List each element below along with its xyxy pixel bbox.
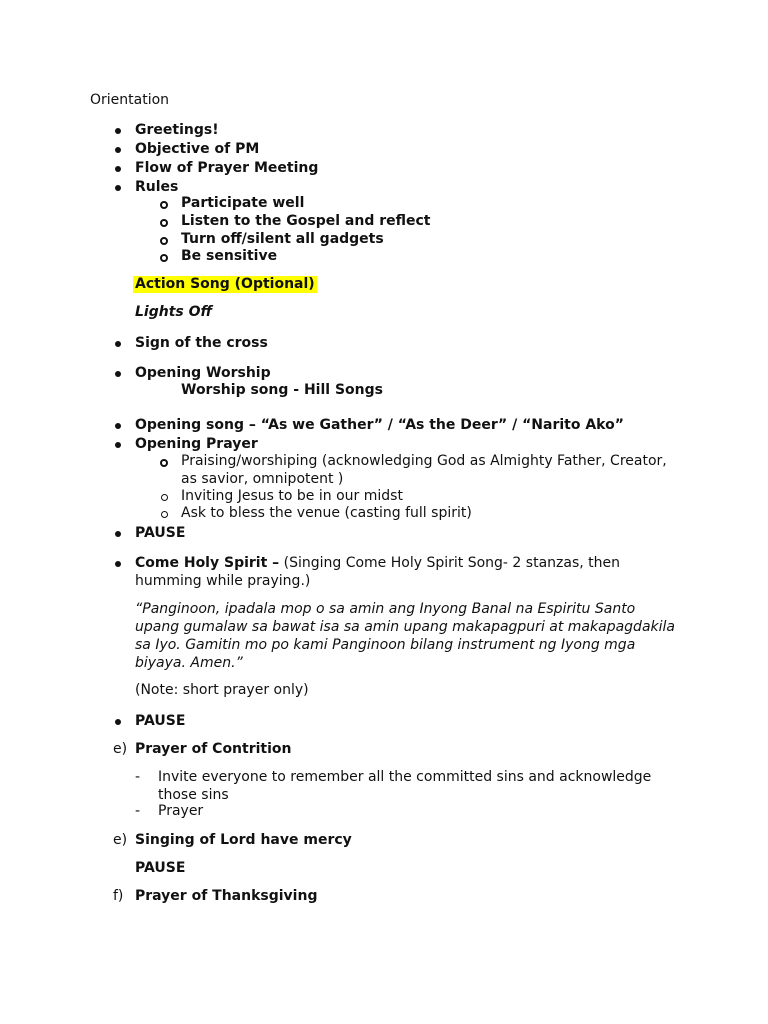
item-label: Come Holy Spirit – xyxy=(135,555,280,571)
list-item: Opening song – “As we Gather” / “As the Deer” / “Narito Ako” xyxy=(135,417,624,433)
list-item: Participate well xyxy=(181,195,305,211)
list-item: Turn off/silent all gadgets xyxy=(181,231,384,247)
list-item: Objective of PM xyxy=(135,141,260,157)
list-item: Invite everyone to remember all the committed sins and acknowledge xyxy=(158,769,652,785)
list-item: Prayer of Thanksgiving xyxy=(135,888,318,904)
sub-bullet xyxy=(161,494,168,501)
list-item: Be sensitive xyxy=(181,248,278,264)
list-marker: e) xyxy=(113,741,128,757)
sub-bullet xyxy=(161,511,168,518)
list-item: Prayer of Contrition xyxy=(135,741,292,757)
bullet xyxy=(115,341,121,347)
sub-bullet xyxy=(160,237,168,245)
list-item: Praising/worshiping (acknowledging God as Almighty Father, Creator, xyxy=(181,453,667,469)
sub-bullet xyxy=(160,254,168,262)
bullet xyxy=(115,531,121,537)
pause-label: PAUSE xyxy=(135,860,186,876)
highlighted-heading: Action Song (Optional) xyxy=(135,276,315,292)
list-marker: f) xyxy=(113,888,124,904)
list-item: Prayer xyxy=(158,803,204,819)
section-label: Lights Off xyxy=(135,304,213,320)
pause-label: PAUSE xyxy=(135,525,186,541)
list-item xyxy=(135,555,620,572)
item-description-continued: humming while praying.) xyxy=(135,573,311,589)
bullet xyxy=(115,442,121,448)
list-marker: e) xyxy=(113,832,128,848)
list-item: Opening Worship xyxy=(135,365,271,381)
list-item-detail: Worship song - Hill Songs xyxy=(181,382,383,398)
list-item: Opening Prayer xyxy=(135,436,258,452)
list-item: Listen to the Gospel and reflect xyxy=(181,213,431,229)
bullet xyxy=(115,166,121,172)
list-item: Flow of Prayer Meeting xyxy=(135,160,319,176)
sub-bullet xyxy=(160,459,168,467)
list-item: Singing of Lord have mercy xyxy=(135,832,352,848)
item-description: (Singing Come Holy Spirit Song- 2 stanzas, then xyxy=(283,555,620,571)
list-item: Rules xyxy=(135,179,179,195)
bullet xyxy=(115,423,121,429)
list-item: Sign of the cross xyxy=(135,335,268,351)
bullet xyxy=(115,371,121,377)
list-item-continued: those sins xyxy=(158,787,229,803)
sub-bullet xyxy=(160,201,168,209)
prayer-text-line: upang gumalaw sa bawat isa sa amin upang makapagpuri at makapagdakila xyxy=(135,619,675,635)
list-item: Inviting Jesus to be in our midst xyxy=(181,488,403,504)
pause-label: PAUSE xyxy=(135,713,186,729)
prayer-text-line: biyaya. Amen.” xyxy=(135,655,243,671)
bullet xyxy=(115,719,121,725)
list-item-continued: as savior, omnipotent ) xyxy=(181,471,344,487)
list-item: Greetings! xyxy=(135,122,219,138)
bullet xyxy=(115,185,121,191)
section-heading: Orientation xyxy=(90,92,170,108)
list-item: Ask to bless the venue (casting full spirit) xyxy=(181,505,472,521)
bullet xyxy=(115,561,121,567)
prayer-text-line: sa Iyo. Gamitin mo po kami Panginoon bilang instrument ng Iyong mga xyxy=(135,637,636,653)
prayer-text-line: “Panginoon, ipadala mop o sa amin ang Inyong Banal na Espiritu Santo xyxy=(135,601,636,617)
dash-marker: - xyxy=(135,803,141,819)
bullet xyxy=(115,128,121,134)
note-text: (Note: short prayer only) xyxy=(135,682,309,698)
sub-bullet xyxy=(160,219,168,227)
bullet xyxy=(115,147,121,153)
dash-marker: - xyxy=(135,769,141,785)
